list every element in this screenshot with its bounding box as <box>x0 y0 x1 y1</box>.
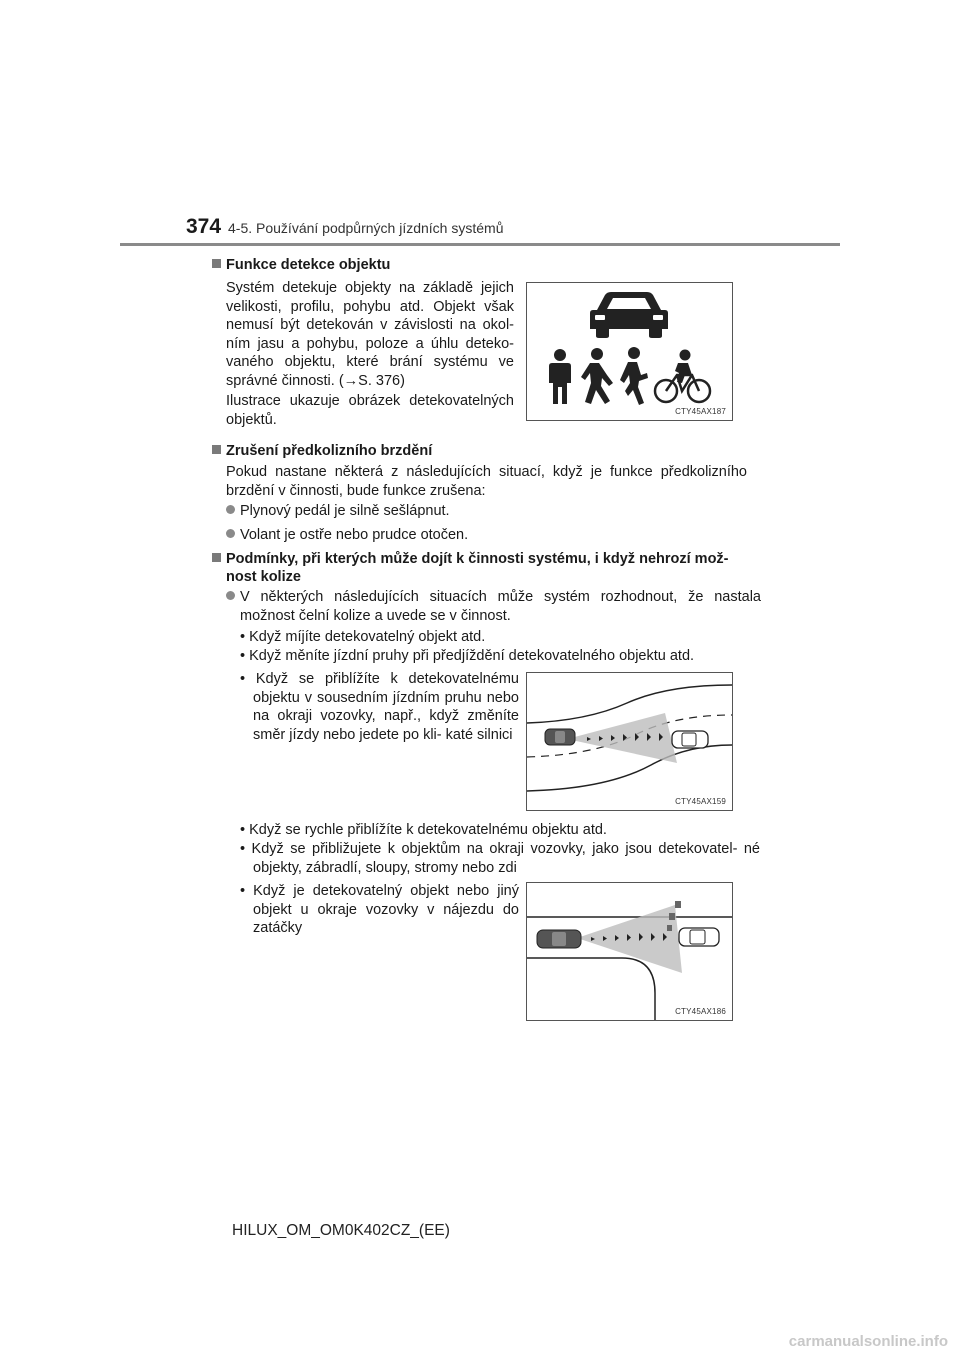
square-bullet-icon <box>212 445 221 454</box>
figure-code: CTY45AX159 <box>675 797 726 806</box>
detection-paragraph: Systém detekuje objekty na základě jejich velikosti, profilu, pohybu atd. Objekt však nemusí být detekován v závislosti na okol- ním jasu a pohybu, poloze a úhlu deteko- vaného objektu, které brání systému ve správné činnosti. (→S. 376) <box>226 280 514 389</box>
square-bullet-icon <box>212 553 221 562</box>
detectable-objects-illustration <box>527 283 732 420</box>
watermark: carmanualsonline.info <box>788 1333 948 1350</box>
square-bullet-icon <box>212 259 221 268</box>
curve-entry-illustration <box>527 883 732 1020</box>
figure-curve-entry <box>526 882 733 1021</box>
header-rule <box>120 243 840 246</box>
cancel-bullet-1: Plynový pedál je silně sešlápnut. <box>226 502 747 521</box>
section-heading-conditions: Podmínky, při kterých může dojít k činnosti systému, i když nehrozí mož- nost kolize <box>212 550 752 586</box>
own-car-icon <box>537 930 581 948</box>
section-heading-detection: Funkce detekce objektu <box>212 256 390 274</box>
condition-item-4: • Když se rychle přiblížíte k detekovatelnému objektu atd. <box>240 822 607 838</box>
chapter-title: 4-5. Používání podpůrných jízdních systémů <box>228 220 504 236</box>
figure-detectable-objects <box>526 282 733 421</box>
car-front-icon <box>590 292 668 338</box>
condition-item-6: • Když je detekovatelný objekt nebo jiný objekt u okraje vozovky v nájezdu do zatáčky <box>240 883 519 936</box>
bullet-dot-icon <box>226 505 235 514</box>
document-code: HILUX_OM_OM0K402CZ_(EE) <box>232 1222 450 1239</box>
figure-lane-approach <box>526 672 733 811</box>
detection-paragraph-2: Ilustrace ukazuje obrázek detekovatelných objektů. <box>226 393 514 428</box>
walking-person-icon <box>581 348 613 404</box>
lane-approach-illustration <box>527 673 732 810</box>
target-car-icon <box>672 731 708 748</box>
condition-item-3: • Když se přiblížíte k detekovatelnému objektu v sousedním jízdním pruhu nebo na okraji vozovky, např., když změníte směr jízdy nebo jedete po kli- katé silnici <box>240 671 519 743</box>
bullet-dot-icon <box>226 529 235 538</box>
page-number: 374 <box>186 215 222 238</box>
jogging-person-icon <box>620 347 648 405</box>
figure-code: CTY45AX187 <box>675 407 726 416</box>
bullet-dot-icon <box>226 591 235 600</box>
cancel-bullet-2: Volant je ostře nebo prudce otočen. <box>226 526 747 545</box>
section-heading-cancel: Zrušení předkolizního brzdění <box>212 442 432 460</box>
figure-code: CTY45AX186 <box>675 1007 726 1016</box>
standing-person-icon <box>549 349 571 404</box>
condition-item-1: • Když míjíte detekovatelný objekt atd. <box>240 629 486 645</box>
target-car-icon <box>679 928 719 946</box>
conditions-bullet: V některých následujících situacích může systém rozhodnout, že nastala možnost čelní kolize a uvede se v činnost. <box>226 588 761 625</box>
condition-item-5: • Když se přibližujete k objektům na okraji vozovky, jako jsou detekovatel- né objekty, zábradlí, sloupy, stromy nebo zdi <box>240 841 760 876</box>
condition-item-2: • Když měníte jízdní pruhy při předjíždění detekovatelného objektu atd. <box>240 648 695 664</box>
own-car-icon <box>545 729 575 745</box>
cancel-intro: Pokud nastane některá z následujících situací, když je funkce předkolizního brzdění v činnosti, bude funkce zrušena: <box>226 464 747 499</box>
